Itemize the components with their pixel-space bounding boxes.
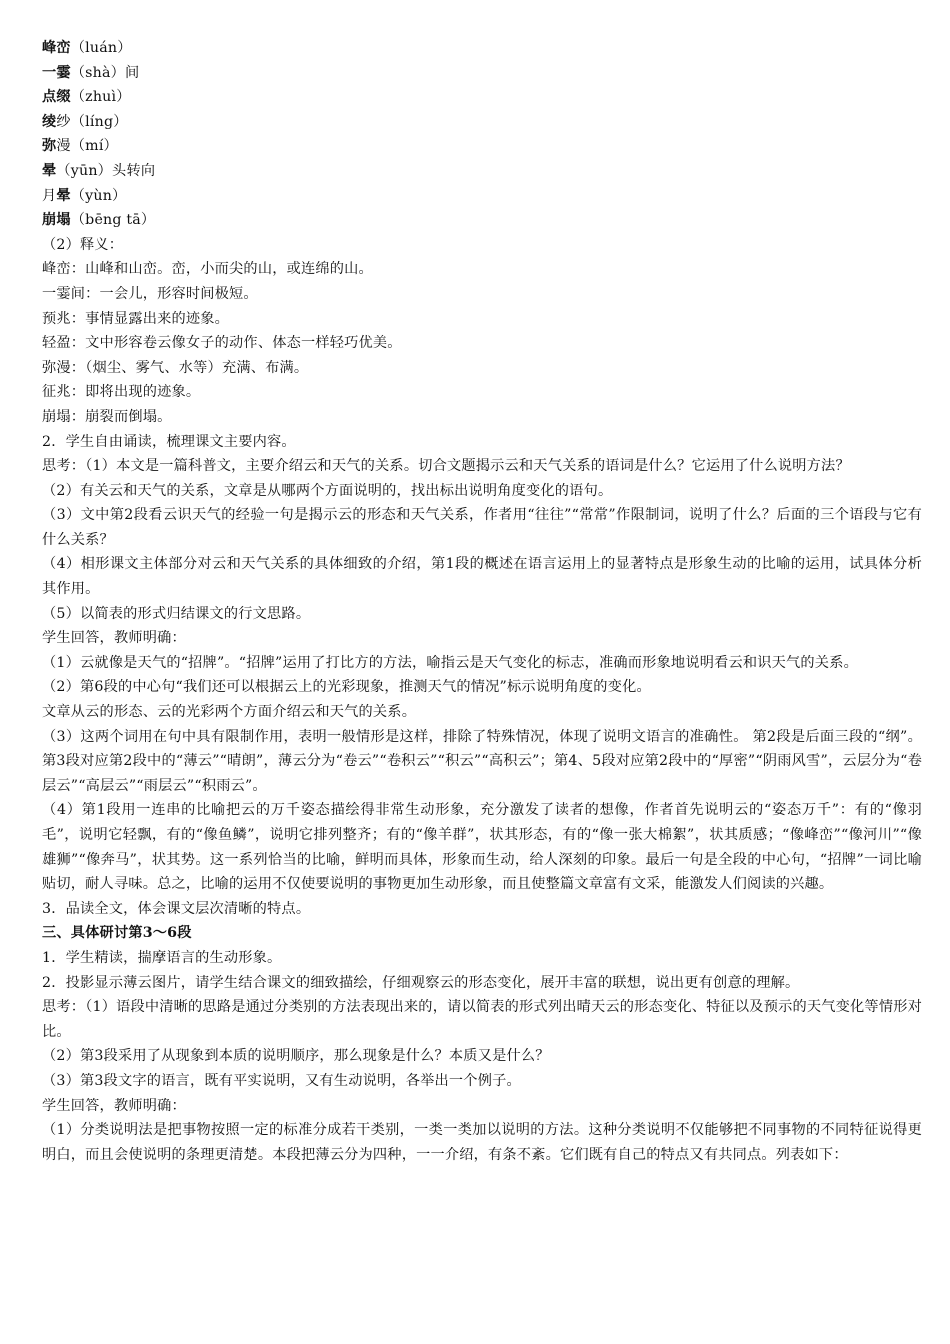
definition-line: 峰峦：山峰和山峦。峦，小而尖的山，或连绵的山。 <box>42 261 373 278</box>
vocab-prefix: 月 <box>42 187 57 204</box>
pinyin: 纱（líng） <box>56 113 128 130</box>
vocab-word: 崩塌 <box>42 212 71 229</box>
vocab-word: 绫 <box>42 113 57 130</box>
answer-paragraph: （1）云就像是天气的“招牌”。“招牌”运用了打比方的方法，喻指云是天气变化的标志，准确而形象地说明看云和识天气的关系。 <box>42 654 858 671</box>
pinyin: （bēng tā） <box>70 212 156 229</box>
section-heading: 三、具体研讨第3～6段 <box>42 925 192 942</box>
vocab-word: 晕 <box>56 187 71 204</box>
step-line: 1．学生精读，揣摩语言的生动形象。 <box>42 949 282 966</box>
definition-line: 弥漫：（烟尘、雾气、水等）充满、布满。 <box>42 359 309 376</box>
answer-paragraph: （4）第1段用一连串的比喻把云的万千姿态描绘得非常生动形象，充分激发了读者的想像，作者首先说明云的“姿态万千”：有的“像羽毛”，说明它轻飘，有的“像鱼鳞”，说明它排列整齐；有的“像羊群”，状其形态，有的“像一张大棉絮”，状其质感；“像峰峦”“像河川”“像雄狮”“像奔马”，状其势。这一系列恰当的比喻，鲜明而具体，形象而生动，给人深刻的印象。最后一句是全段的中心句，“招牌”一词比喻贴切，耐人寻味。总之，比喻的运用不仅使要说明的事物更加生动形象，而且使整篇文章富有文采，能激发人们阅读的兴趣。 <box>42 802 922 893</box>
definition-line: 征兆：即将出现的迹象。 <box>42 384 201 401</box>
question-paragraph: （5）以简表的形式归结课文的行文思路。 <box>42 605 311 622</box>
definition-line: 一霎间：一会儿，形容时间极短。 <box>42 285 258 302</box>
vocab-word: 弥 <box>42 138 57 155</box>
answer-paragraph: （2）第6段的中心句“我们还可以根据云上的光彩现象，推测天气的情况”标示说明角度的变化。 <box>42 679 651 696</box>
definition-line: 预兆：事情显露出来的迹象。 <box>42 310 230 327</box>
question-paragraph: （3）文中第2段看云识天气的经验一句是揭示云的形态和天气关系，作者用“往往”“常常”作限制词，说明了什么？后面的三个语段与它有什么关系？ <box>42 507 922 548</box>
question-paragraph: 思考：（1）语段中清晰的思路是通过分类别的方法表现出来的，请以简表的形式列出晴天云的形态变化、特征以及预示的天气变化等情形对比。 <box>42 999 922 1040</box>
definition-line: 崩塌：崩裂而倒塌。 <box>42 408 172 425</box>
pronunciation-item <box>42 36 922 61</box>
pronunciation-item <box>42 208 922 233</box>
vocab-word: 点缀 <box>42 89 71 106</box>
pronunciation-item <box>42 159 922 184</box>
pronunciation-item <box>42 184 922 209</box>
definition-line: 轻盈：文中形容卷云像女子的动作、体态一样轻巧优美。 <box>42 335 402 352</box>
answer-intro: 学生回答，教师明确： <box>42 1097 186 1114</box>
vocab-word: 晕 <box>42 162 57 179</box>
pinyin: （shà）间 <box>70 64 140 81</box>
answer-intro: 学生回答，教师明确： <box>42 630 186 647</box>
pronunciation-item <box>42 85 922 110</box>
vocab-word: 一霎 <box>42 64 71 81</box>
step-line: 2．投影显示薄云图片，请学生结合课文的细致描绘，仔细观察云的形态变化，展开丰富的联想，说出更有创意的理解。 <box>42 974 800 991</box>
answer-paragraph: （3）这两个词用在句中具有限制作用，表明一般情形是这样，排除了特殊情况，体现了说明文语言的准确性。 第2段是后面三段的“纲”。第3段对应第2段中的“薄云”“晴朗”，薄云分为“卷云”“卷积云”“积云”“高积云”；第4、5段对应第2段中的“厚密”“阴雨风雪”，云层分为“卷层云”“高层云”“雨层云”“积雨云”。 <box>42 728 922 794</box>
pinyin: （luán） <box>70 40 132 56</box>
pronunciation-item <box>42 61 922 86</box>
question-paragraph: （2）第3段采用了从现象到本质的说明顺序，那么现象是什么？本质又是什么？ <box>42 1048 550 1065</box>
step-line: 3．品读全文，体会课文层次清晰的特点。 <box>42 900 311 917</box>
question-paragraph: （2）有关云和天气的关系，文章是从哪两个方面说明的，找出标出说明角度变化的语句。 <box>42 482 613 499</box>
question-paragraph: （4）相形课文主体部分对云和天气关系的具体细致的介绍，第1段的概述在语言运用上的显著特点是形象生动的比喻的运用，试具体分析其作用。 <box>42 556 922 598</box>
pinyin: （zhuì） <box>70 89 131 106</box>
answer-paragraph: （1）分类说明法是把事物按照一定的标准分成若干类别，一类一类加以说明的方法。这种分类说明不仅能够把不同事物的不同特征说得更明白，而且会使说明的条理更清楚。本段把薄云分为四种，一一介绍，有条不紊。它们既有自己的特点又有共同点。列表如下： <box>42 1122 922 1163</box>
answer-paragraph: 文章从云的形态、云的光彩两个方面介绍云和天气的关系。 <box>42 704 417 721</box>
pinyin: （yūn）头转向 <box>56 162 156 179</box>
question-paragraph: （3）第3段文字的语言，既有平实说明，又有生动说明，各举出一个例子。 <box>42 1072 521 1089</box>
section-label-definitions: （2）释义： <box>42 236 124 253</box>
vocab-word: 峰峦 <box>42 40 71 56</box>
pinyin: （yùn） <box>70 187 127 204</box>
question-paragraph: 思考：（1）本文是一篇科普文，主要介绍云和天气的关系。切合文题揭示云和天气关系的语词是什么？它运用了什么说明方法？ <box>42 458 850 475</box>
step-line: 2．学生自由诵读，梳理课文主要内容。 <box>42 433 296 450</box>
pinyin: 漫（mí） <box>56 138 118 155</box>
pronunciation-item <box>42 110 922 135</box>
pronunciation-item <box>42 134 922 159</box>
